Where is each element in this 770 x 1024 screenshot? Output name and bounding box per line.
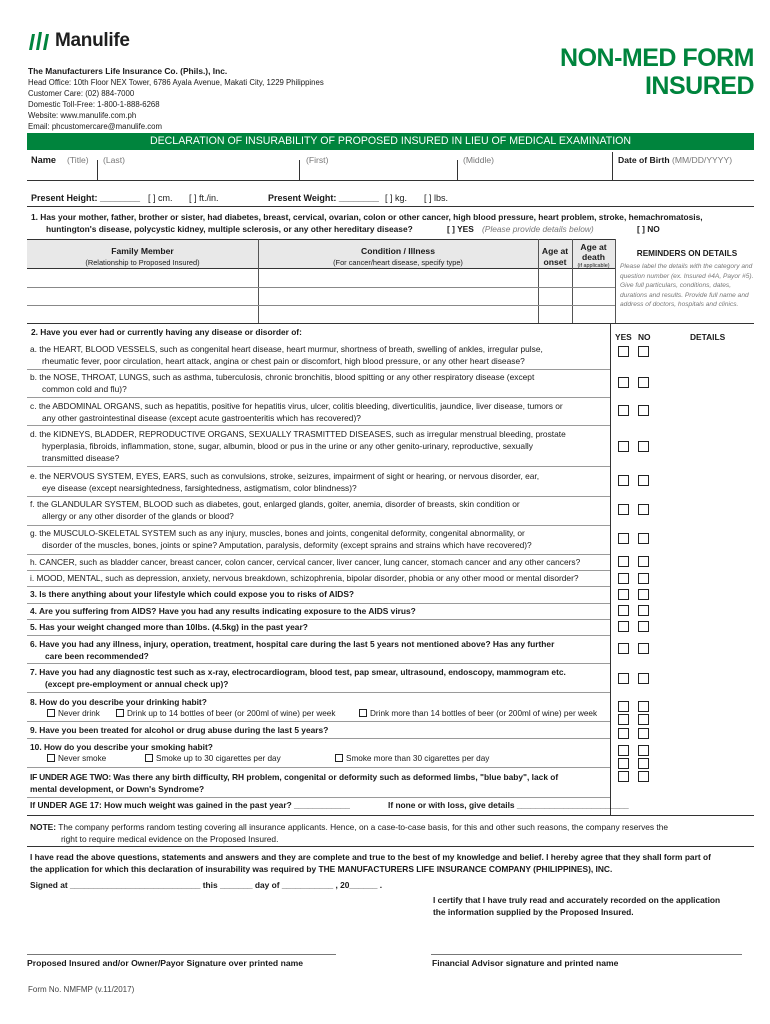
q4-yes-checkbox[interactable] [618, 605, 629, 616]
q5-yes-checkbox[interactable] [618, 621, 629, 632]
family-col2-title: Condition / Illness [360, 246, 435, 256]
q2h-yes-checkbox[interactable] [618, 556, 629, 567]
q10-yes-checkbox[interactable] [618, 745, 629, 756]
yes-column-header: YES [615, 332, 632, 342]
q9-yes-checkbox[interactable] [618, 728, 629, 739]
under-17-label: If UNDER AGE 17: [30, 800, 102, 810]
name-input[interactable] [97, 166, 612, 180]
q2g-no-checkbox[interactable] [638, 533, 649, 544]
q6-yes-checkbox[interactable] [618, 643, 629, 654]
q2a-item: a. the HEART, BLOOD VESSELS, such as congenital heart disease, heart murmur, shortness of breath, swelling of ankles, irregular pulse, rheumatic fever, poor circulation, heart attack, angina or chest pain or discomfort, high blood pressure, or any other heart disease? [30, 344, 543, 366]
logo-text: Manulife [55, 30, 130, 51]
note-block: NOTE: The company performs random testing covering all insurance applicants. Hence, on a case-to-case basis, for this and other such reasons, the company reserves the right to require medical evidence on the Proposed Insured. [30, 822, 669, 844]
q2g-yes-checkbox[interactable] [618, 533, 629, 544]
q1-yes-option[interactable]: [ ] YES [447, 224, 474, 234]
first-label: (First) [306, 155, 329, 165]
q9-item: 9. Have you been treated for alcohol or drug abuse during the last 5 years? [30, 725, 329, 735]
company-name: The Manufacturers Life Insurance Co. (Phils.), Inc. [28, 66, 228, 76]
details-column-header: DETAILS [690, 332, 726, 342]
q7-yes-checkbox[interactable] [618, 673, 629, 684]
q4-item: 4. Are you suffering from AIDS? Have you had any results indicating exposure to the AIDS virus? [30, 606, 416, 616]
q7-no-checkbox[interactable] [638, 673, 649, 684]
family-col3-title: Age at [541, 246, 569, 256]
ftin-option[interactable]: [ ] ft./in. [189, 193, 219, 203]
under-two-item: IF UNDER AGE TWO: Was there any birth difficulty, RH problem, congenital or deformity such as deformed limbs, "blue baby", lack of mental development, or Down's Syndrome? [30, 772, 559, 794]
q8b-yes-checkbox[interactable] [618, 714, 629, 725]
q2d-no-checkbox[interactable] [638, 441, 649, 452]
form-number: Form No. NMFMP (v.11/2017) [28, 985, 135, 994]
q10-option-moderate[interactable]: Smoke up to 30 cigarettes per day [145, 754, 281, 763]
under-two-label: IF UNDER AGE TWO: [30, 772, 111, 782]
q8-yes-checkbox[interactable] [618, 701, 629, 712]
under-17-details: If none or with loss, give details ________________________ [388, 800, 629, 810]
q2h-no-checkbox[interactable] [638, 556, 649, 567]
company-address: Head Office: 10th Floor NEX Tower, 6786 Ayala Avenue, Makati City, 1229 Philippines [28, 78, 324, 87]
family-col4-title: Age at [580, 242, 607, 252]
family-col4-title2: death [582, 252, 605, 262]
q2-title: 2. Have you ever had or currently having any disease or disorder of: [31, 327, 302, 337]
q3-item: 3. Is there anything about your lifestyle which could expose you to risks of AIDS? [30, 589, 355, 599]
q7-item: 7. Have you had any diagnostic test such as x-ray, electrocardiogram, blood test, pap smear, ultrasound, endoscopy, mammogram etc. (except pre-employment or annual check up)? [30, 667, 566, 689]
q8b-no-checkbox[interactable] [638, 714, 649, 725]
q2f-yes-checkbox[interactable] [618, 504, 629, 515]
q1-no-option[interactable]: [ ] NO [637, 224, 660, 234]
q8-option-moderate[interactable]: Drink up to 14 bottles of beer (or 200ml of wine) per week [116, 709, 335, 718]
q2i-yes-checkbox[interactable] [618, 573, 629, 584]
form-title-line2: INSURED [644, 72, 754, 100]
signed-at-line[interactable]: Signed at ____________________________ this _______ day of ___________ , 20______ . [30, 880, 383, 890]
q5-item: 5. Has your weight changed more than 10lbs. (4.5kg) in the past year? [30, 622, 308, 632]
q3-no-checkbox[interactable] [638, 589, 649, 600]
advisor-signature-label: Financial Advisor signature and printed name [432, 958, 619, 968]
under-two-yes-checkbox[interactable] [618, 771, 629, 782]
declaration-text: I have read the above questions, statements and answers and they are complete and true to the best of my knowledge and belief. I hereby agree that they shall form part of the application for which this declaration of insurability was required by THE MANUFACTURERS LIFE INSURANCE COMPANY (PHILIPPINES), INC. [30, 852, 711, 874]
q8-option-heavy[interactable]: Drink more than 14 bottles of beer (or 200ml of wine) per week [359, 709, 597, 718]
toll-free: Domestic Toll-Free: 1-800-1-888-6268 [28, 100, 160, 109]
note-label: NOTE: [30, 822, 57, 832]
q10b-yes-checkbox[interactable] [618, 758, 629, 769]
height-label: Present Height: ________ [31, 193, 141, 203]
q10-no-checkbox[interactable] [638, 745, 649, 756]
q8-no-checkbox[interactable] [638, 701, 649, 712]
q1-line2: huntington's disease, polycystic kidney, multiple sclerosis, or any other hereditary disease? [46, 224, 413, 234]
q2g-item: g. the MUSCULO-SKELETAL SYSTEM such as any injury, muscles, bones and joints, congenital deformity, congenital abnormality, or disorder of the muscles, bones, joints or spine? Amputation, paralysis, deformity (except sprains and strains which have recovered)? [30, 528, 532, 550]
insured-signature-field[interactable] [27, 930, 336, 954]
kg-option[interactable]: [ ] kg. [385, 193, 408, 203]
banner-text: DECLARATION OF INSURABILITY OF PROPOSED INSURED IN LIEU OF MEDICAL EXAMINATION [149, 135, 632, 147]
q9-no-checkbox[interactable] [638, 728, 649, 739]
q8-heavy-checkbox[interactable] [359, 709, 367, 717]
dob-input[interactable] [613, 166, 754, 180]
q2i-no-checkbox[interactable] [638, 573, 649, 584]
q2e-yes-checkbox[interactable] [618, 475, 629, 486]
family-row-1[interactable] [27, 270, 615, 287]
reminders-text: Please label the details with the category and question number (ex. Insured #4A, Payor #5). Give full particulars, conditions, dates, durations and results. Provide full name and address of doctors, hospitals and clinics. [620, 263, 754, 309]
q1-line1: 1. Has your mother, father, brother or sister, had diabetes, breast, cervical, ovarian, colon or other cancer, high blood pressure, heart problem, stroke, hemachromatosis, [31, 212, 703, 222]
family-row-2[interactable] [27, 288, 615, 305]
q8-never-checkbox[interactable] [47, 709, 55, 717]
middle-label: (Middle) [463, 155, 495, 165]
dob-format: (MM/DD/YYYY) [671, 155, 733, 165]
q2c-yes-checkbox[interactable] [618, 405, 629, 416]
q10-option-never[interactable]: Never smoke [47, 754, 106, 763]
q2e-item: e. the NERVOUS SYSTEM, EYES, EARS, such as convulsions, stroke, seizures, impairment of sight or hearing, or nervous disorder, ear, eye disease (except nearsightedness, farsightedness, astigmatism, color blindness)? [30, 471, 540, 493]
dob-text: Date of Birth [618, 155, 670, 165]
family-col1-sub: (Relationship to Proposed Insured) [85, 258, 200, 267]
q2b-item: b. the NOSE, THROAT, LUNGS, such as asthma, tuberculosis, chronic bronchitis, blood spitting or any other respiratory disease (except common cold and flu)? [30, 372, 535, 394]
q2d-yes-checkbox[interactable] [618, 441, 629, 452]
q10-never-checkbox[interactable] [47, 754, 55, 762]
advisor-signature-field[interactable] [431, 930, 742, 954]
certify-text: I certify that I have truly read and accurately recorded on the application the information supplied by the Proposed Insured. [433, 895, 721, 917]
insured-signature-label: Proposed Insured and/or Owner/Payor Signature over printed name [27, 958, 304, 968]
cm-option[interactable]: [ ] cm. [148, 193, 173, 203]
last-label: (Last) [103, 155, 125, 165]
lbs-option[interactable]: [ ] lbs. [424, 193, 449, 203]
q2i-item: i. MOOD, MENTAL, such as depression, anxiety, nervous breakdown, schizophrenia, bipolar disorder, phobia or any other mood or mental disorder? [30, 573, 579, 583]
family-col1-title: Family Member [111, 246, 174, 256]
family-row-3[interactable] [27, 306, 615, 323]
q1-yes-note: (Please provide details below) [482, 224, 594, 234]
q10-title: 10. How do you describe your smoking habit? [30, 742, 213, 752]
email: Email: phcustomercare@manulife.com [28, 122, 163, 131]
manulife-logo [28, 30, 168, 52]
q2h-item: h. CANCER, such as bladder cancer, breast cancer, colon cancer, cervical cancer, liver cancer, lung cancer, stomach cancer and any other cancers? [30, 557, 581, 567]
q2f-no-checkbox[interactable] [638, 504, 649, 515]
under-two-no-checkbox[interactable] [638, 771, 649, 782]
q2f-item: f. the GLANDULAR SYSTEM, BLOOD such as diabetes, gout, enlarged glands, goiter, anemia, disorder of breasts, skin condition or allergy or any other disorder of the glands or blood? [30, 499, 520, 521]
reminders-title: REMINDERS ON DETAILS [636, 249, 738, 258]
under-17-item: If UNDER AGE 17: How much weight was gained in the past year? ____________ [30, 800, 350, 810]
q10-option-heavy[interactable]: Smoke more than 30 cigarettes per day [335, 754, 489, 763]
q10-moderate-checkbox[interactable] [145, 754, 153, 762]
q3-yes-checkbox[interactable] [618, 589, 629, 600]
q6-no-checkbox[interactable] [638, 643, 649, 654]
q2d-item: d. the KIDNEYS, BLADDER, REPRODUCTIVE ORGANS, SEXUALLY TRASMITTED DISEASES, such as irregular menstrual bleeding, prostate hyperplasia, fibroids, inflammation, stone, sugar, albumin, blood or pus in the urine or any other genito-urinary, reproductive, sexually transmitted disease? [30, 429, 566, 463]
q10-heavy-checkbox[interactable] [335, 754, 343, 762]
q2c-item: c. the ABDOMINAL ORGANS, such as hepatitis, positive for hepatitis virus, ulcer, colitis bleeding, diverticulitis, jaundice, liver disease, tumors or any other gastrointestinal disease (except acute gastroenteritis which has recovered)? [30, 401, 563, 423]
q2e-no-checkbox[interactable] [638, 475, 649, 486]
q6-item: 6. Have you had any illness, injury, operation, treatment, hospital care during the last 5 years not mentioned above? Has any further care been recommended? [30, 639, 555, 661]
q2b-yes-checkbox[interactable] [618, 377, 629, 388]
dob-label [618, 155, 732, 165]
family-col4-sub: (if applicable) [577, 263, 610, 269]
q2b-no-checkbox[interactable] [638, 377, 649, 388]
q4-no-checkbox[interactable] [638, 605, 649, 616]
q5-no-checkbox[interactable] [638, 621, 649, 632]
customer-care: Customer Care: (02) 884-7000 [28, 89, 135, 98]
declaration-banner [27, 133, 754, 150]
q8-title: 8. How do you describe your drinking habit? [30, 697, 207, 707]
q8-option-never[interactable]: Never drink [47, 709, 100, 718]
no-column-header: NO [638, 332, 651, 342]
q2a-yes-checkbox[interactable] [618, 346, 629, 357]
title-label: (Title) [67, 155, 89, 165]
family-col3-title2: onset [543, 257, 567, 267]
family-col2-sub: (For cancer/heart disease, specify type) [333, 258, 463, 267]
website: Website: www.manulife.com.ph [28, 111, 137, 120]
manulife-logo-mark-icon [28, 31, 50, 51]
q10b-no-checkbox[interactable] [638, 758, 649, 769]
name-label: Name [31, 155, 57, 165]
q2a-no-checkbox[interactable] [638, 346, 649, 357]
weight-label: Present Weight: ________ [268, 193, 379, 203]
form-title-line1: NON-MED FORM [560, 44, 754, 72]
q8-moderate-checkbox[interactable] [116, 709, 124, 717]
q2c-no-checkbox[interactable] [638, 405, 649, 416]
